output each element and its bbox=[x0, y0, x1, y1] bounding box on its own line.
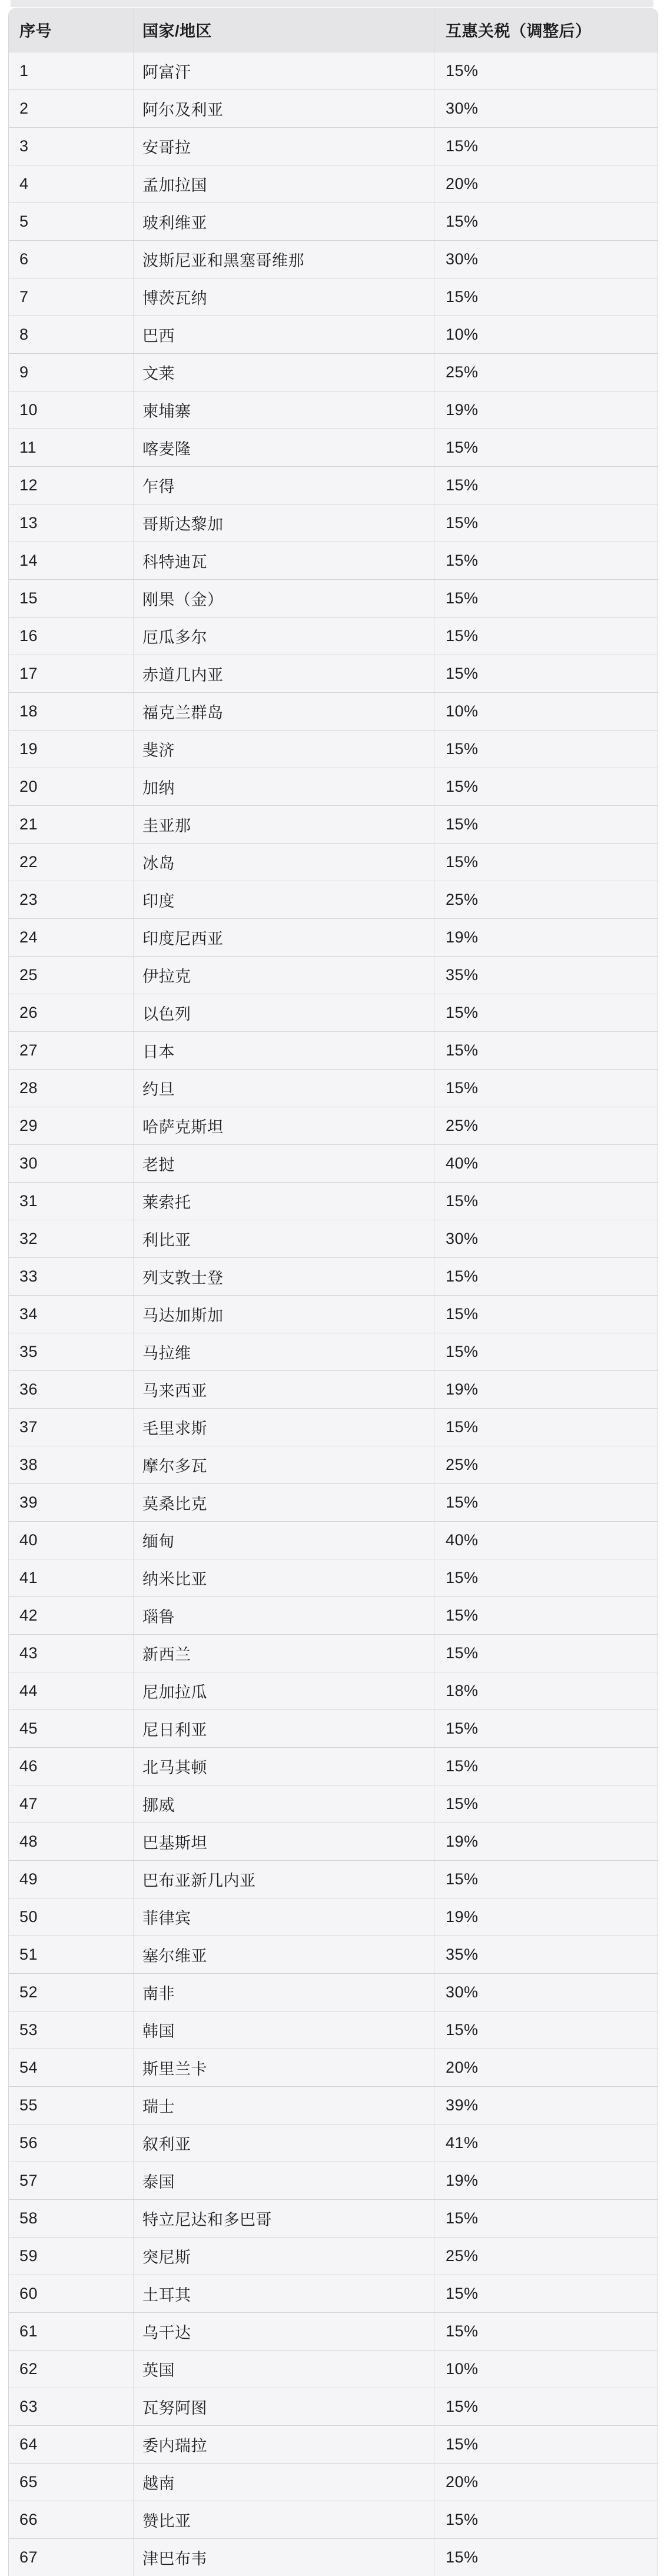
table-row bbox=[9, 2237, 658, 2275]
country-cell: 科特迪瓦 bbox=[134, 542, 434, 579]
row-number-cell: 39 bbox=[9, 1484, 134, 1521]
country-cell: 波斯尼亚和黑塞哥维那 bbox=[134, 241, 434, 278]
country-cell: 纳米比亚 bbox=[134, 1559, 434, 1596]
country-cell: 毛里求斯 bbox=[134, 1409, 434, 1446]
table-row bbox=[9, 504, 658, 542]
row-number-cell: 15 bbox=[9, 580, 134, 617]
row-number-cell: 31 bbox=[9, 1183, 134, 1220]
country-cell: 缅甸 bbox=[134, 1522, 434, 1559]
country-cell: 瑙鲁 bbox=[134, 1597, 434, 1634]
country-cell: 刚果（金） bbox=[134, 580, 434, 617]
column-header-tariff: 互惠关税（调整后） bbox=[446, 22, 592, 40]
row-number-cell: 57 bbox=[9, 2162, 134, 2199]
table-row bbox=[9, 466, 658, 504]
country-cell: 塞尔维亚 bbox=[134, 1936, 434, 1973]
row-number-cell: 34 bbox=[9, 1296, 134, 1333]
tariff-cell: 39% bbox=[446, 2096, 479, 2114]
tariff-cell: 30% bbox=[446, 99, 479, 117]
tariff-cell: 30% bbox=[446, 1230, 479, 1247]
table-row bbox=[9, 730, 658, 768]
table-row bbox=[9, 655, 658, 692]
tariff-table bbox=[8, 8, 658, 2576]
tariff-cell: 15% bbox=[446, 2209, 479, 2227]
country-cell: 瑞士 bbox=[134, 2087, 434, 2124]
row-number-cell: 18 bbox=[9, 693, 134, 730]
row-number-cell: 47 bbox=[9, 1785, 134, 1823]
row-number-cell: 46 bbox=[9, 1748, 134, 1785]
table-row bbox=[9, 692, 658, 730]
table-row bbox=[9, 391, 658, 429]
tariff-cell: 40% bbox=[446, 1154, 479, 1172]
row-number-cell: 48 bbox=[9, 1823, 134, 1860]
country-cell: 乌干达 bbox=[134, 2313, 434, 2350]
table-row bbox=[9, 1823, 658, 1860]
row-number-cell: 41 bbox=[9, 1559, 134, 1596]
country-cell: 斐济 bbox=[134, 731, 434, 768]
table-row bbox=[9, 1559, 658, 1596]
country-cell: 马拉维 bbox=[134, 1333, 434, 1370]
table-row bbox=[9, 2388, 658, 2425]
row-number-cell: 2 bbox=[9, 90, 134, 127]
row-number-cell: 66 bbox=[9, 2501, 134, 2538]
tariff-cell: 15% bbox=[446, 589, 479, 607]
table-row bbox=[9, 768, 658, 805]
country-cell: 土耳其 bbox=[134, 2275, 434, 2312]
table-row bbox=[9, 127, 658, 165]
table-row bbox=[9, 2124, 658, 2162]
row-number-cell: 37 bbox=[9, 1409, 134, 1446]
column-header-index: 序号 bbox=[9, 8, 134, 52]
country-cell: 尼日利亚 bbox=[134, 1710, 434, 1747]
row-number-cell: 67 bbox=[9, 2539, 134, 2576]
table-row bbox=[9, 1107, 658, 1144]
country-cell: 安哥拉 bbox=[134, 128, 434, 165]
tariff-cell: 15% bbox=[446, 1606, 479, 1624]
country-cell: 列支敦士登 bbox=[134, 1258, 434, 1295]
table-row bbox=[9, 1483, 658, 1521]
table-row bbox=[9, 1709, 658, 1747]
country-cell: 赤道几内亚 bbox=[134, 655, 434, 692]
row-number-cell: 23 bbox=[9, 881, 134, 918]
country-cell: 巴西 bbox=[134, 316, 434, 353]
row-number-cell: 43 bbox=[9, 1635, 134, 1672]
row-number-cell: 42 bbox=[9, 1597, 134, 1634]
tariff-cell: 35% bbox=[446, 1946, 479, 1963]
table-row bbox=[9, 1672, 658, 1709]
row-number-cell: 10 bbox=[9, 391, 134, 429]
country-cell: 津巴布韦 bbox=[134, 2539, 434, 2576]
country-cell: 以色列 bbox=[134, 994, 434, 1031]
tariff-cell: 15% bbox=[446, 2398, 479, 2415]
row-number-cell: 50 bbox=[9, 1898, 134, 1936]
country-cell: 赞比亚 bbox=[134, 2501, 434, 2538]
country-cell: 马达加斯加 bbox=[134, 1296, 434, 1333]
table-row bbox=[9, 1634, 658, 1672]
table-row bbox=[9, 994, 658, 1031]
tariff-cell: 15% bbox=[446, 2548, 479, 2566]
country-cell: 博茨瓦纳 bbox=[134, 278, 434, 316]
top-edge-strip bbox=[11, 0, 653, 7]
tariff-cell: 20% bbox=[446, 175, 479, 192]
row-number-cell: 14 bbox=[9, 542, 134, 579]
row-number-cell: 65 bbox=[9, 2464, 134, 2501]
table-row bbox=[9, 2463, 658, 2501]
row-number-cell: 17 bbox=[9, 655, 134, 692]
tariff-cell: 15% bbox=[446, 2435, 479, 2453]
country-cell: 印度 bbox=[134, 881, 434, 918]
table-row bbox=[9, 1860, 658, 1898]
tariff-cell: 15% bbox=[446, 1004, 479, 1021]
table-row bbox=[9, 2086, 658, 2124]
country-cell: 马来西亚 bbox=[134, 1371, 434, 1408]
country-cell: 孟加拉国 bbox=[134, 165, 434, 203]
tariff-cell: 30% bbox=[446, 1983, 479, 2001]
row-number-cell: 56 bbox=[9, 2124, 134, 2162]
table-row bbox=[9, 1144, 658, 1182]
tariff-cell: 35% bbox=[446, 966, 479, 984]
row-number-cell: 27 bbox=[9, 1032, 134, 1069]
country-cell: 冰岛 bbox=[134, 844, 434, 881]
country-cell: 哥斯达黎加 bbox=[134, 504, 434, 542]
table-row bbox=[9, 1031, 658, 1069]
row-number-cell: 11 bbox=[9, 429, 134, 466]
table-row bbox=[9, 2199, 658, 2237]
tariff-cell: 15% bbox=[446, 2322, 479, 2340]
tariff-cell: 19% bbox=[446, 401, 479, 419]
table-row bbox=[9, 429, 658, 466]
tariff-table-body bbox=[9, 52, 658, 2576]
row-number-cell: 60 bbox=[9, 2275, 134, 2312]
row-number-cell: 64 bbox=[9, 2426, 134, 2463]
row-number-cell: 52 bbox=[9, 1974, 134, 2011]
table-row bbox=[9, 353, 658, 391]
table-row bbox=[9, 2538, 658, 2576]
tariff-cell: 15% bbox=[446, 1644, 479, 1662]
table-row bbox=[9, 1596, 658, 1634]
row-number-cell: 33 bbox=[9, 1258, 134, 1295]
table-row bbox=[9, 52, 658, 89]
row-number-cell: 19 bbox=[9, 731, 134, 768]
table-row bbox=[9, 89, 658, 127]
row-number-cell: 55 bbox=[9, 2087, 134, 2124]
row-number-cell: 13 bbox=[9, 504, 134, 542]
row-number-cell: 54 bbox=[9, 2049, 134, 2086]
country-cell: 玻利维亚 bbox=[134, 203, 434, 240]
row-number-cell: 49 bbox=[9, 1861, 134, 1898]
table-row bbox=[9, 2162, 658, 2199]
tariff-cell: 19% bbox=[446, 1908, 479, 1926]
tariff-cell: 25% bbox=[446, 363, 479, 381]
row-number-cell: 53 bbox=[9, 2011, 134, 2049]
tariff-cell: 25% bbox=[446, 1117, 479, 1134]
row-number-cell: 51 bbox=[9, 1936, 134, 1973]
country-cell: 英国 bbox=[134, 2351, 434, 2388]
tariff-cell: 15% bbox=[446, 1305, 479, 1323]
row-number-cell: 40 bbox=[9, 1522, 134, 1559]
row-number-cell: 63 bbox=[9, 2388, 134, 2425]
row-number-cell: 29 bbox=[9, 1107, 134, 1144]
tariff-cell: 15% bbox=[446, 1267, 479, 1285]
table-row bbox=[9, 1220, 658, 1257]
table-row bbox=[9, 2501, 658, 2538]
country-cell: 阿富汗 bbox=[134, 52, 434, 89]
tariff-cell: 15% bbox=[446, 552, 479, 569]
table-row bbox=[9, 1521, 658, 1559]
table-row bbox=[9, 1747, 658, 1785]
country-cell: 圭亚那 bbox=[134, 806, 434, 843]
country-cell: 文莱 bbox=[134, 354, 434, 391]
table-row bbox=[9, 1370, 658, 1408]
table-row bbox=[9, 2011, 658, 2049]
country-cell: 叙利亚 bbox=[134, 2124, 434, 2162]
row-number-cell: 5 bbox=[9, 203, 134, 240]
tariff-cell: 15% bbox=[446, 1079, 479, 1097]
tariff-cell: 15% bbox=[446, 288, 479, 306]
country-cell: 泰国 bbox=[134, 2162, 434, 2199]
country-cell: 利比亚 bbox=[134, 1220, 434, 1257]
row-number-cell: 36 bbox=[9, 1371, 134, 1408]
tariff-cell: 15% bbox=[446, 514, 479, 532]
tariff-cell: 15% bbox=[446, 476, 479, 494]
row-number-cell: 6 bbox=[9, 241, 134, 278]
table-row bbox=[9, 2312, 658, 2350]
table-row bbox=[9, 316, 658, 353]
tariff-cell: 25% bbox=[446, 1456, 479, 1473]
tariff-cell: 19% bbox=[446, 928, 479, 946]
tariff-cell: 25% bbox=[446, 891, 479, 908]
row-number-cell: 32 bbox=[9, 1220, 134, 1257]
row-number-cell: 30 bbox=[9, 1145, 134, 1182]
country-cell: 哈萨克斯坦 bbox=[134, 1107, 434, 1144]
table-row bbox=[9, 1408, 658, 1446]
tariff-cell: 15% bbox=[446, 213, 479, 230]
tariff-cell: 18% bbox=[446, 1682, 479, 1699]
tariff-cell: 15% bbox=[446, 2285, 479, 2302]
row-number-cell: 9 bbox=[9, 354, 134, 391]
tariff-cell: 15% bbox=[446, 815, 479, 833]
tariff-cell: 15% bbox=[446, 62, 479, 79]
table-row bbox=[9, 956, 658, 994]
row-number-cell: 20 bbox=[9, 768, 134, 805]
country-cell: 约旦 bbox=[134, 1070, 434, 1107]
table-row bbox=[9, 843, 658, 881]
table-row bbox=[9, 579, 658, 617]
country-cell: 印度尼西亚 bbox=[134, 919, 434, 956]
tariff-cell: 15% bbox=[446, 740, 479, 758]
tariff-cell: 20% bbox=[446, 2059, 479, 2076]
country-cell: 老挝 bbox=[134, 1145, 434, 1182]
table-row bbox=[9, 2425, 658, 2463]
table-row bbox=[9, 165, 658, 203]
country-cell: 莱索托 bbox=[134, 1183, 434, 1220]
row-number-cell: 21 bbox=[9, 806, 134, 843]
tariff-cell: 15% bbox=[446, 778, 479, 795]
table-row bbox=[9, 203, 658, 240]
tariff-cell: 25% bbox=[446, 2247, 479, 2265]
row-number-cell: 12 bbox=[9, 467, 134, 504]
country-cell: 瓦努阿图 bbox=[134, 2388, 434, 2425]
tariff-cell: 15% bbox=[446, 1870, 479, 1888]
country-cell: 柬埔寨 bbox=[134, 391, 434, 429]
country-cell: 越南 bbox=[134, 2464, 434, 2501]
row-number-cell: 45 bbox=[9, 1710, 134, 1747]
row-number-cell: 61 bbox=[9, 2313, 134, 2350]
table-row bbox=[9, 1295, 658, 1333]
country-cell: 乍得 bbox=[134, 467, 434, 504]
row-number-cell: 44 bbox=[9, 1672, 134, 1709]
row-number-cell: 25 bbox=[9, 957, 134, 994]
tariff-cell: 19% bbox=[446, 1380, 479, 1398]
table-header-row bbox=[9, 8, 658, 52]
table-row bbox=[9, 1973, 658, 2011]
tariff-cell: 40% bbox=[446, 1531, 479, 1549]
table-row bbox=[9, 805, 658, 843]
table-row bbox=[9, 1898, 658, 1936]
tariff-cell: 15% bbox=[446, 853, 479, 871]
tariff-cell: 20% bbox=[446, 2473, 479, 2491]
country-cell: 喀麦隆 bbox=[134, 429, 434, 466]
tariff-cell: 19% bbox=[446, 2172, 479, 2189]
tariff-cell: 19% bbox=[446, 1833, 479, 1850]
table-row bbox=[9, 1936, 658, 1973]
tariff-cell: 15% bbox=[446, 439, 479, 456]
tariff-cell: 15% bbox=[446, 137, 479, 155]
row-number-cell: 16 bbox=[9, 618, 134, 655]
table-row bbox=[9, 881, 658, 918]
table-row bbox=[9, 1257, 658, 1295]
row-number-cell: 28 bbox=[9, 1070, 134, 1107]
tariff-cell: 15% bbox=[446, 627, 479, 645]
tariff-cell: 41% bbox=[446, 2134, 479, 2152]
country-cell: 委内瑞拉 bbox=[134, 2426, 434, 2463]
table-row bbox=[9, 1785, 658, 1823]
tariff-cell: 15% bbox=[446, 1041, 479, 1059]
country-cell: 日本 bbox=[134, 1032, 434, 1069]
country-cell: 南非 bbox=[134, 1974, 434, 2011]
table-row bbox=[9, 278, 658, 316]
country-cell: 加纳 bbox=[134, 768, 434, 805]
row-number-cell: 1 bbox=[9, 52, 134, 89]
row-number-cell: 59 bbox=[9, 2238, 134, 2275]
row-number-cell: 8 bbox=[9, 316, 134, 353]
table-row bbox=[9, 2275, 658, 2312]
country-cell: 菲律宾 bbox=[134, 1898, 434, 1936]
country-cell: 韩国 bbox=[134, 2011, 434, 2049]
table-row bbox=[9, 2049, 658, 2086]
table-row bbox=[9, 1182, 658, 1220]
country-cell: 新西兰 bbox=[134, 1635, 434, 1672]
row-number-cell: 4 bbox=[9, 165, 134, 203]
row-number-cell: 22 bbox=[9, 844, 134, 881]
table-row bbox=[9, 918, 658, 956]
tariff-cell: 10% bbox=[446, 2360, 479, 2378]
row-number-cell: 26 bbox=[9, 994, 134, 1031]
country-cell: 挪威 bbox=[134, 1785, 434, 1823]
row-number-cell: 24 bbox=[9, 919, 134, 956]
country-cell: 福克兰群岛 bbox=[134, 693, 434, 730]
tariff-cell: 10% bbox=[446, 326, 479, 343]
country-cell: 莫桑比克 bbox=[134, 1484, 434, 1521]
tariff-cell: 15% bbox=[446, 1757, 479, 1775]
tariff-cell: 15% bbox=[446, 1493, 479, 1511]
country-cell: 摩尔多瓦 bbox=[134, 1446, 434, 1483]
country-cell: 斯里兰卡 bbox=[134, 2049, 434, 2086]
country-cell: 特立尼达和多巴哥 bbox=[134, 2200, 434, 2237]
table-row bbox=[9, 1446, 658, 1483]
country-cell: 巴基斯坦 bbox=[134, 1823, 434, 1860]
tariff-cell: 15% bbox=[446, 2511, 479, 2528]
tariff-cell: 15% bbox=[446, 1795, 479, 1813]
row-number-cell: 7 bbox=[9, 278, 134, 316]
row-number-cell: 38 bbox=[9, 1446, 134, 1483]
table-row bbox=[9, 1333, 658, 1370]
tariff-cell: 15% bbox=[446, 665, 479, 682]
country-cell: 巴布亚新几内亚 bbox=[134, 1861, 434, 1898]
country-cell: 突尼斯 bbox=[134, 2238, 434, 2275]
row-number-cell: 3 bbox=[9, 128, 134, 165]
row-number-cell: 58 bbox=[9, 2200, 134, 2237]
tariff-cell: 30% bbox=[446, 250, 479, 268]
row-number-cell: 62 bbox=[9, 2351, 134, 2388]
country-cell: 尼加拉瓜 bbox=[134, 1672, 434, 1709]
tariff-cell: 15% bbox=[446, 1569, 479, 1586]
table-row bbox=[9, 240, 658, 278]
column-header-country: 国家/地区 bbox=[134, 8, 434, 52]
row-number-cell: 35 bbox=[9, 1333, 134, 1370]
country-cell: 伊拉克 bbox=[134, 957, 434, 994]
tariff-cell: 15% bbox=[446, 1418, 479, 1436]
country-cell: 阿尔及利亚 bbox=[134, 90, 434, 127]
table-row bbox=[9, 617, 658, 655]
country-cell: 北马其顿 bbox=[134, 1748, 434, 1785]
tariff-cell: 10% bbox=[446, 702, 479, 720]
table-row bbox=[9, 2350, 658, 2388]
tariff-cell: 15% bbox=[446, 1192, 479, 1210]
tariff-cell: 15% bbox=[446, 1343, 479, 1360]
tariff-cell: 15% bbox=[446, 2021, 479, 2039]
table-row bbox=[9, 1069, 658, 1107]
tariff-cell: 15% bbox=[446, 1719, 479, 1737]
table-row bbox=[9, 542, 658, 579]
country-cell: 厄瓜多尔 bbox=[134, 618, 434, 655]
